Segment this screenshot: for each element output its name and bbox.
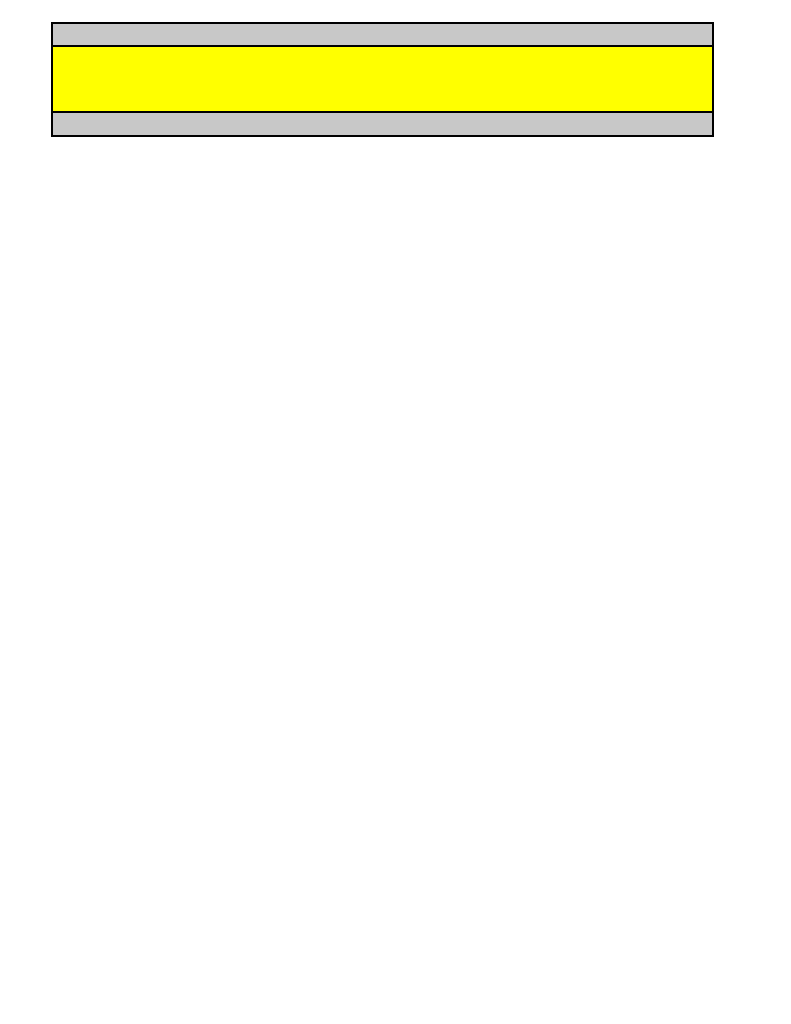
schedule-table bbox=[51, 22, 714, 137]
field-header-row bbox=[53, 47, 712, 113]
footer-row bbox=[53, 113, 712, 135]
schedule-title bbox=[53, 24, 712, 47]
